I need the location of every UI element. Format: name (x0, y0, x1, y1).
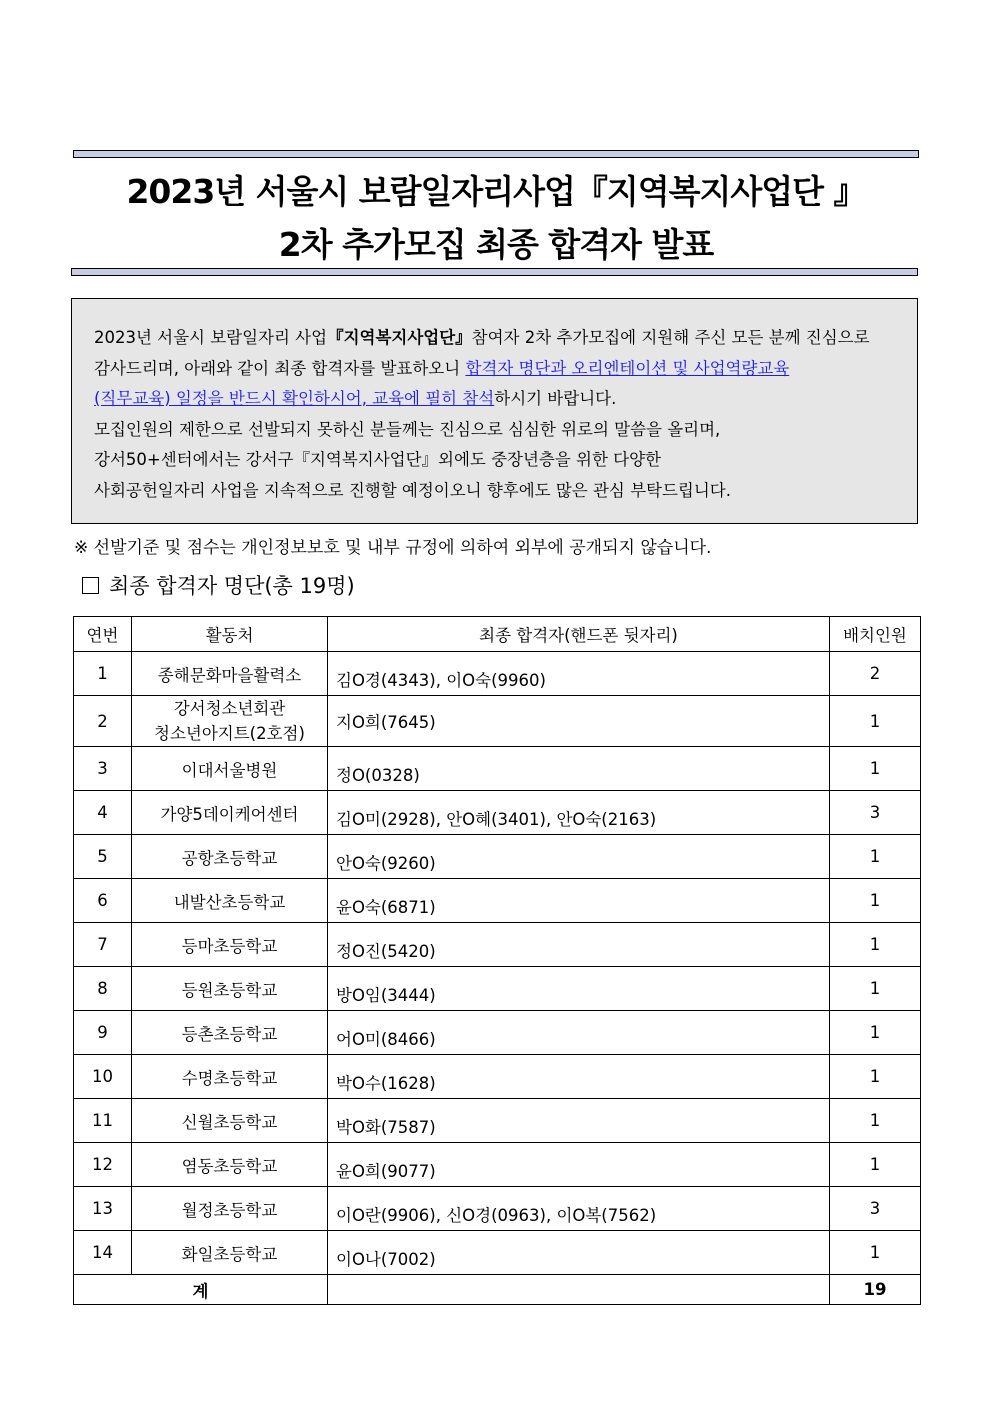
row-names: 방O임(3444) (328, 967, 830, 1011)
notice-text: 하시기 바랍니다. (494, 389, 617, 408)
total-label: 계 (74, 1275, 328, 1305)
row-no: 9 (74, 1011, 132, 1055)
program-name: 『지역복지사업단』 (327, 328, 472, 347)
row-names: 안O숙(9260) (328, 835, 830, 879)
table-row (74, 923, 921, 967)
row-names: 정O진(5420) (328, 923, 830, 967)
header-count: 배치인원 (830, 617, 921, 652)
notice-line-5: 강서50+센터에서는 강서구『지역복지사업단』외에도 중장년층을 위한 다양한 (94, 450, 661, 469)
schedule-link[interactable]: 합격자 명단과 오리엔테이션 및 사업역량교육 (465, 358, 790, 378)
row-names: 어O미(8466) (328, 1011, 830, 1055)
row-names: 윤O숙(6871) (328, 879, 830, 923)
table-row (74, 1011, 921, 1055)
row-no: 5 (74, 835, 132, 879)
row-place: 종해문화마을활력소 (132, 652, 328, 696)
title-top-rule (73, 150, 919, 158)
row-count: 1 (830, 1011, 921, 1055)
table-row (74, 967, 921, 1011)
notice-line-1 (94, 323, 907, 354)
header-no: 연번 (74, 617, 132, 652)
table-total-row (74, 1275, 921, 1305)
table-row (74, 791, 921, 835)
table-row (74, 1231, 921, 1275)
row-place: 등마초등학교 (132, 923, 328, 967)
schedule-link-continued[interactable]: (직무교육) 일정을 반드시 확인하시어, 교육에 필히 참석 (94, 389, 495, 408)
notice-line-2 (94, 354, 907, 385)
notice-line-4: 모집인원의 제한으로 선발되지 못하신 분들께는 진심으로 심심한 위로의 말씀을 올리며, (94, 419, 721, 439)
row-count: 3 (830, 1187, 921, 1231)
row-count: 1 (830, 747, 921, 791)
row-place: 가양5데이케어센터 (132, 791, 328, 835)
row-no: 4 (74, 791, 132, 835)
row-place: 등원초등학교 (132, 967, 328, 1011)
row-names: 김O경(4343), 이O숙(9960) (328, 652, 830, 696)
row-names: 윤O희(9077) (328, 1143, 830, 1187)
row-count: 1 (830, 1143, 921, 1187)
notice-text: 2023년 서울시 보람일자리 사업 (94, 328, 328, 347)
row-count: 1 (830, 1231, 921, 1275)
row-count: 1 (830, 967, 921, 1011)
notice-box (71, 298, 918, 524)
table-header-row (74, 617, 921, 652)
row-count: 2 (830, 652, 921, 696)
row-count: 1 (830, 879, 921, 923)
row-names: 박O수(1628) (328, 1055, 830, 1099)
notice-line-3 (94, 384, 907, 415)
table-row (74, 1055, 921, 1099)
row-count: 3 (830, 791, 921, 835)
row-no: 2 (74, 696, 132, 747)
title-bottom-rule (71, 268, 918, 276)
row-count: 1 (830, 696, 921, 747)
row-place: 공항초등학교 (132, 835, 328, 879)
table-row (74, 1143, 921, 1187)
table-row (74, 879, 921, 923)
header-names: 최종 합격자(핸드폰 뒷자리) (328, 617, 830, 652)
total-names-empty (328, 1275, 830, 1305)
row-names: 지O희(7645) (328, 696, 830, 747)
notice-line-6: 사회공헌일자리 사업을 지속적으로 진행할 예정이오니 향후에도 많은 관심 부탁드립니다. (94, 480, 731, 500)
row-no: 12 (74, 1143, 132, 1187)
row-no: 14 (74, 1231, 132, 1275)
list-heading (82, 570, 355, 602)
table-row (74, 1187, 921, 1231)
table-row (74, 835, 921, 879)
table-row (74, 747, 921, 791)
row-count: 1 (830, 1099, 921, 1143)
row-no: 6 (74, 879, 132, 923)
table-row (74, 696, 921, 747)
row-place: 내발산초등학교 (132, 879, 328, 923)
notice-text: 감사드리며, 아래와 같이 최종 합격자를 발표하오니 (94, 358, 466, 378)
row-no: 13 (74, 1187, 132, 1231)
row-place: 염동초등학교 (132, 1143, 328, 1187)
row-names: 이O나(7002) (328, 1231, 830, 1275)
row-names: 이O란(9906), 신O경(0963), 이O복(7562) (328, 1187, 830, 1231)
row-place: 신월초등학교 (132, 1099, 328, 1143)
page-title-line-2: 2차 추가모집 최종 합격자 발표 (278, 225, 714, 264)
row-place-line-2: 청소년아지트(2호점) (154, 724, 305, 743)
row-no: 3 (74, 747, 132, 791)
row-count: 1 (830, 923, 921, 967)
table-row (74, 1099, 921, 1143)
row-no: 7 (74, 923, 132, 967)
row-no: 1 (74, 652, 132, 696)
row-place (132, 696, 328, 747)
total-count: 19 (830, 1275, 921, 1305)
row-count: 1 (830, 835, 921, 879)
list-heading-text: 최종 합격자 명단(총 19명) (109, 574, 355, 598)
row-names: 김O미(2928), 안O혜(3401), 안O숙(2163) (328, 791, 830, 835)
row-place: 수명초등학교 (132, 1055, 328, 1099)
row-count: 1 (830, 1055, 921, 1099)
row-no: 11 (74, 1099, 132, 1143)
disclosure-note: ※ 선발기준 및 점수는 개인정보보호 및 내부 규정에 의하여 외부에 공개되지 않습니다. (74, 538, 712, 558)
row-no: 8 (74, 967, 132, 1011)
row-place: 월정초등학교 (132, 1187, 328, 1231)
notice-text: 참여자 2차 추가모집에 지원해 주신 모든 분께 진심으로 (471, 328, 870, 347)
row-place-line-1: 강서청소년회관 (173, 699, 286, 718)
header-place: 활동처 (132, 617, 328, 652)
page-title-line-1: 2023년 서울시 보람일자리사업『지역복지사업단 』 (126, 172, 866, 211)
table-row (74, 652, 921, 696)
row-names: 박O화(7587) (328, 1099, 830, 1143)
row-place: 등촌초등학교 (132, 1011, 328, 1055)
row-no: 10 (74, 1055, 132, 1099)
results-table (73, 616, 921, 1305)
row-place: 화일초등학교 (132, 1231, 328, 1275)
row-place: 이대서울병원 (132, 747, 328, 791)
row-names: 정O(0328) (328, 747, 830, 791)
checkbox-icon (82, 577, 99, 594)
